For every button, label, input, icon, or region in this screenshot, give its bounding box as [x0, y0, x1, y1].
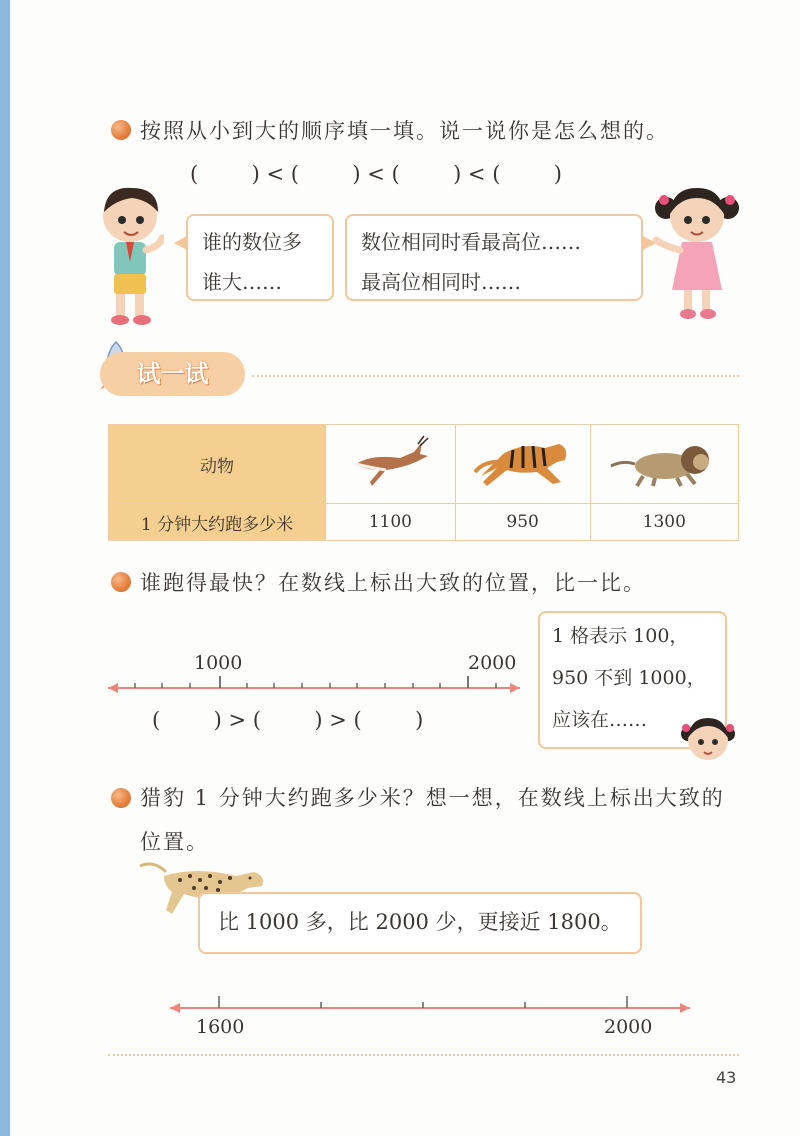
- boy-bubble-tail: [174, 236, 187, 250]
- try-it-label: 试一试: [100, 352, 245, 396]
- table-cell-antelope: [326, 425, 456, 504]
- hint-1-line-1: 1 格表示 100，: [552, 625, 689, 647]
- boy-bubble-line-2: 谁大……: [202, 270, 282, 294]
- table-cell-tiger: [455, 425, 590, 504]
- animal-speed-table: [108, 424, 739, 541]
- boy-illustration: [98, 182, 164, 328]
- compare-blanks: ( ) > ( ) > ( ): [152, 708, 424, 732]
- boy-bubble-line-1: 谁的数位多: [202, 230, 302, 254]
- table-cell-antelope-value: 1100: [326, 504, 456, 541]
- hint-1-line-3: 应该在……: [552, 709, 648, 731]
- table-header-animal: 动物: [109, 425, 326, 504]
- question-3-text-line-2: 位置。: [140, 830, 209, 854]
- question-1-text: 按照从小到大的顺序填一填。说一说你是怎么想的。: [140, 119, 669, 143]
- table-cell-lion-value: 1300: [590, 504, 738, 541]
- antelope-icon: [342, 434, 438, 490]
- table-row: [109, 504, 739, 541]
- boy-speech-bubble: [186, 214, 334, 301]
- bullet-dot-icon: [111, 120, 131, 140]
- girl-illustration: [650, 182, 742, 324]
- section-divider-dotted: [252, 375, 739, 377]
- hint-1-line-2: 950 不到 1000，: [552, 667, 706, 689]
- bullet-dot-icon: [111, 572, 131, 592]
- page-number: 43: [716, 1068, 737, 1087]
- girl-bubble-line-2: 最高位相同时……: [361, 270, 521, 294]
- axis-label-1000: 1000: [194, 652, 243, 674]
- page-edge-strip: [0, 0, 10, 1136]
- hint-bubble-2: 比 1000 多，比 2000 少，更接近 1800。: [198, 892, 642, 954]
- table-cell-lion: [590, 425, 738, 504]
- table-cell-tiger-value: 950: [455, 504, 590, 541]
- table-row: [109, 425, 739, 504]
- question-2-text: 谁跑得最快？在数线上标出大致的位置，比一比。: [140, 571, 646, 595]
- question-3-text-line-1: 猎豹 1 分钟大约跑多少米？想一想，在数线上标出大致的: [140, 786, 725, 810]
- axis-label-2000: 2000: [468, 652, 517, 674]
- bullet-dot-icon: [111, 788, 131, 808]
- axis-label-1600: 1600: [196, 1016, 245, 1038]
- table-header-speed: 1 分钟大约跑多少米: [109, 504, 326, 541]
- girl-speech-bubble: [345, 214, 643, 301]
- girl-bubble-line-1: 数位相同时看最高位……: [361, 230, 581, 254]
- number-line-2: [166, 994, 694, 1016]
- order-blanks: ( ) < ( ) < ( ) < ( ): [190, 162, 562, 186]
- axis-label-2000: 2000: [604, 1016, 653, 1038]
- tiger-icon: [473, 432, 573, 492]
- number-line-1: [104, 676, 524, 700]
- bottom-divider-dotted: [108, 1054, 739, 1056]
- lion-icon: [609, 436, 719, 488]
- girl-avatar: [680, 712, 736, 768]
